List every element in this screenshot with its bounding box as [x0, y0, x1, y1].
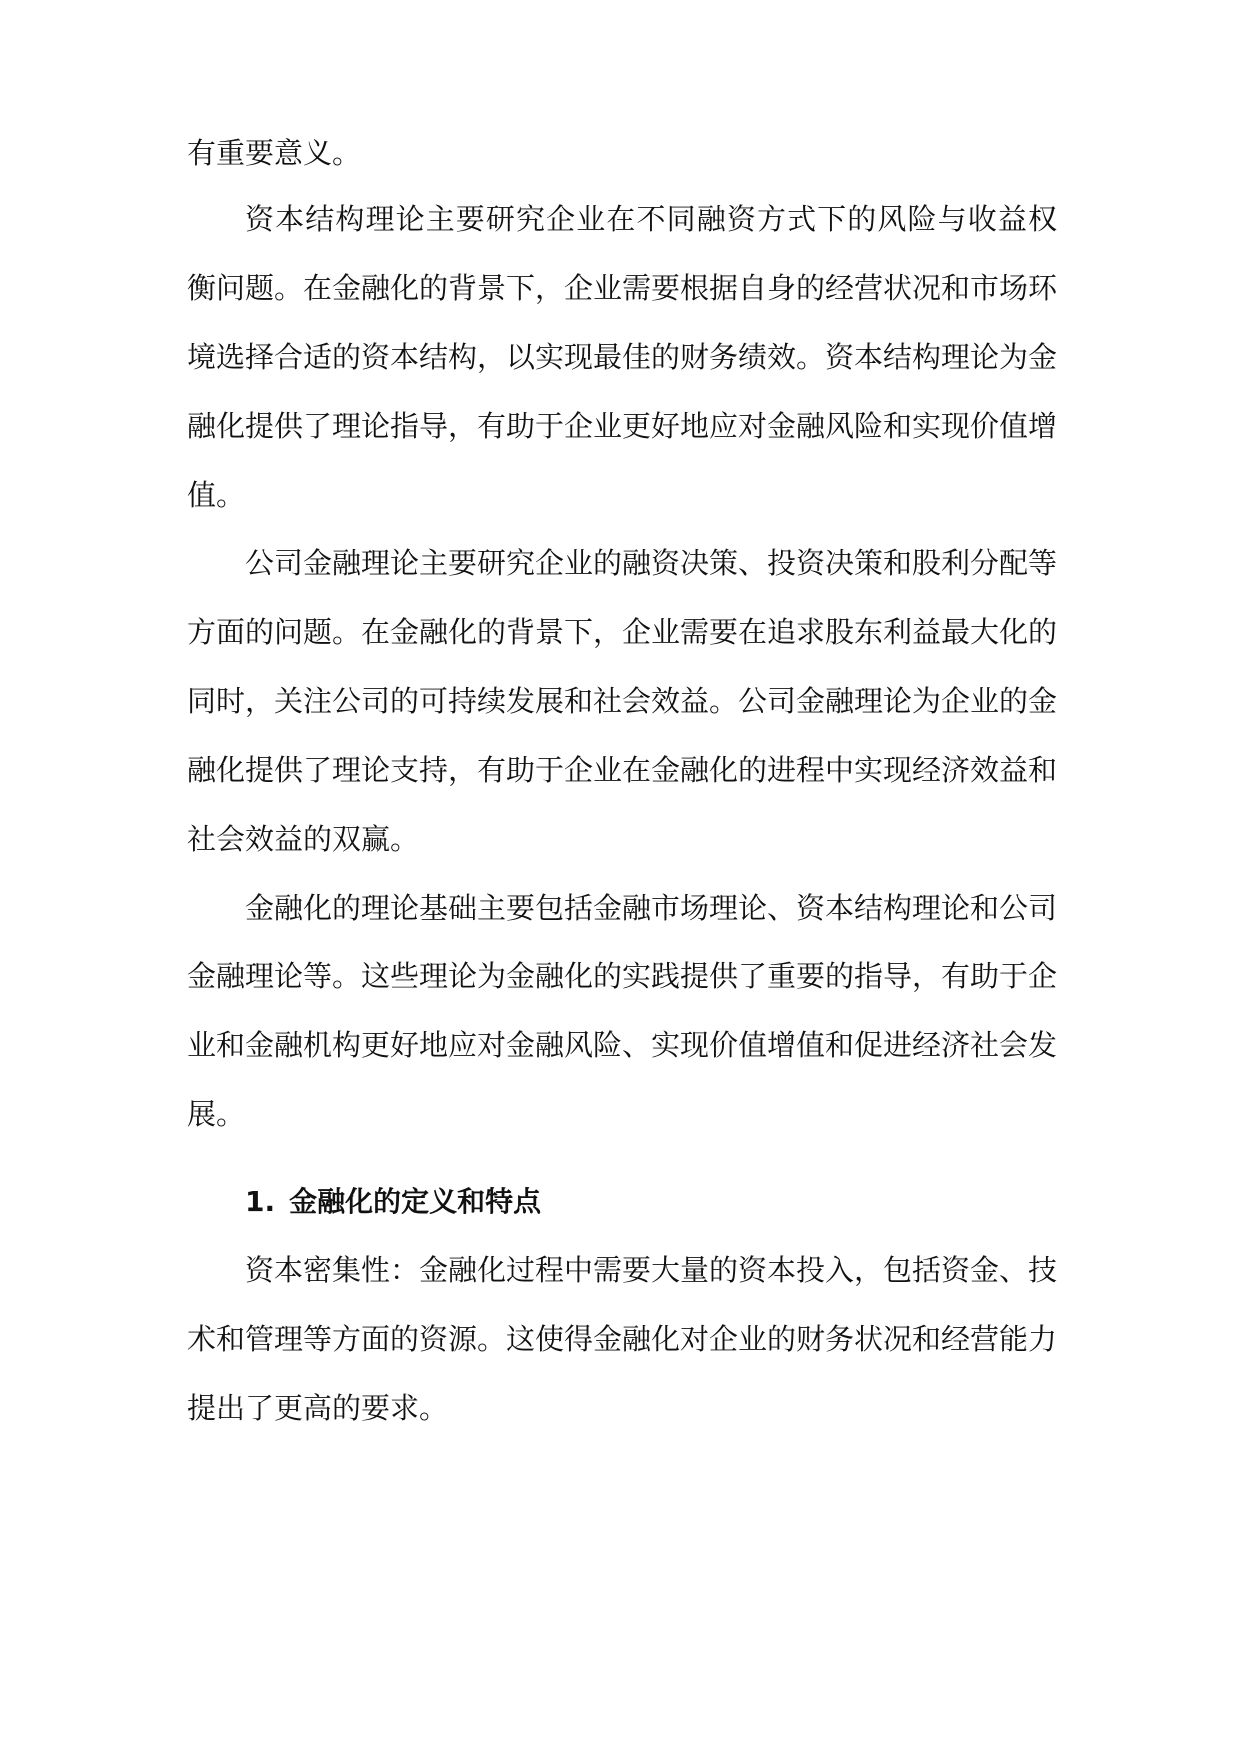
paragraph-line: 金融化的理论基础主要包括金融市场理论、资本结构理论和公司: [245, 891, 1058, 925]
paragraph-line: 值。: [187, 478, 246, 512]
paragraph-line: 术和管理等方面的资源。这使得金融化对企业的财务状况和经营能力: [187, 1322, 1058, 1356]
paragraph-line: 同时，关注公司的可持续发展和社会效益。公司金融理论为企业的金: [187, 684, 1058, 718]
paragraph-line: 融化提供了理论支持，有助于企业在金融化的进程中实现经济效益和: [187, 753, 1058, 787]
paragraph-line: 业和金融机构更好地应对金融风险、实现价值增值和促进经济社会发: [187, 1028, 1058, 1062]
paragraph-line: 融化提供了理论指导，有助于企业更好地应对金融风险和实现价值增: [187, 409, 1058, 443]
paragraph-line: 方面的问题。在金融化的背景下，企业需要在追求股东利益最大化的: [187, 615, 1058, 649]
paragraph-line: 衡问题。在金融化的背景下，企业需要根据自身的经营状况和市场环: [187, 271, 1058, 305]
section-number: 1.: [245, 1185, 276, 1218]
section-heading: [245, 1182, 541, 1222]
paragraph-line: 有重要意义。: [187, 136, 362, 170]
section-title: 金融化的定义和特点: [289, 1185, 542, 1218]
paragraph-line: 境选择合适的资本结构，以实现最佳的财务绩效。资本结构理论为金: [187, 340, 1058, 374]
paragraph-line: 公司金融理论主要研究企业的融资决策、投资决策和股利分配等: [245, 546, 1058, 580]
paragraph-line: 提出了更高的要求。: [187, 1391, 449, 1425]
paragraph-line: 资本密集性：金融化过程中需要大量的资本投入，包括资金、技: [245, 1253, 1058, 1287]
paragraph-line: 金融理论等。这些理论为金融化的实践提供了重要的指导，有助于企: [187, 959, 1058, 993]
paragraph-line: 资本结构理论主要研究企业在不同融资方式下的风险与收益权: [245, 202, 1057, 236]
paragraph-line: 展。: [187, 1097, 246, 1131]
paragraph-line: 社会效益的双赢。: [187, 822, 420, 856]
